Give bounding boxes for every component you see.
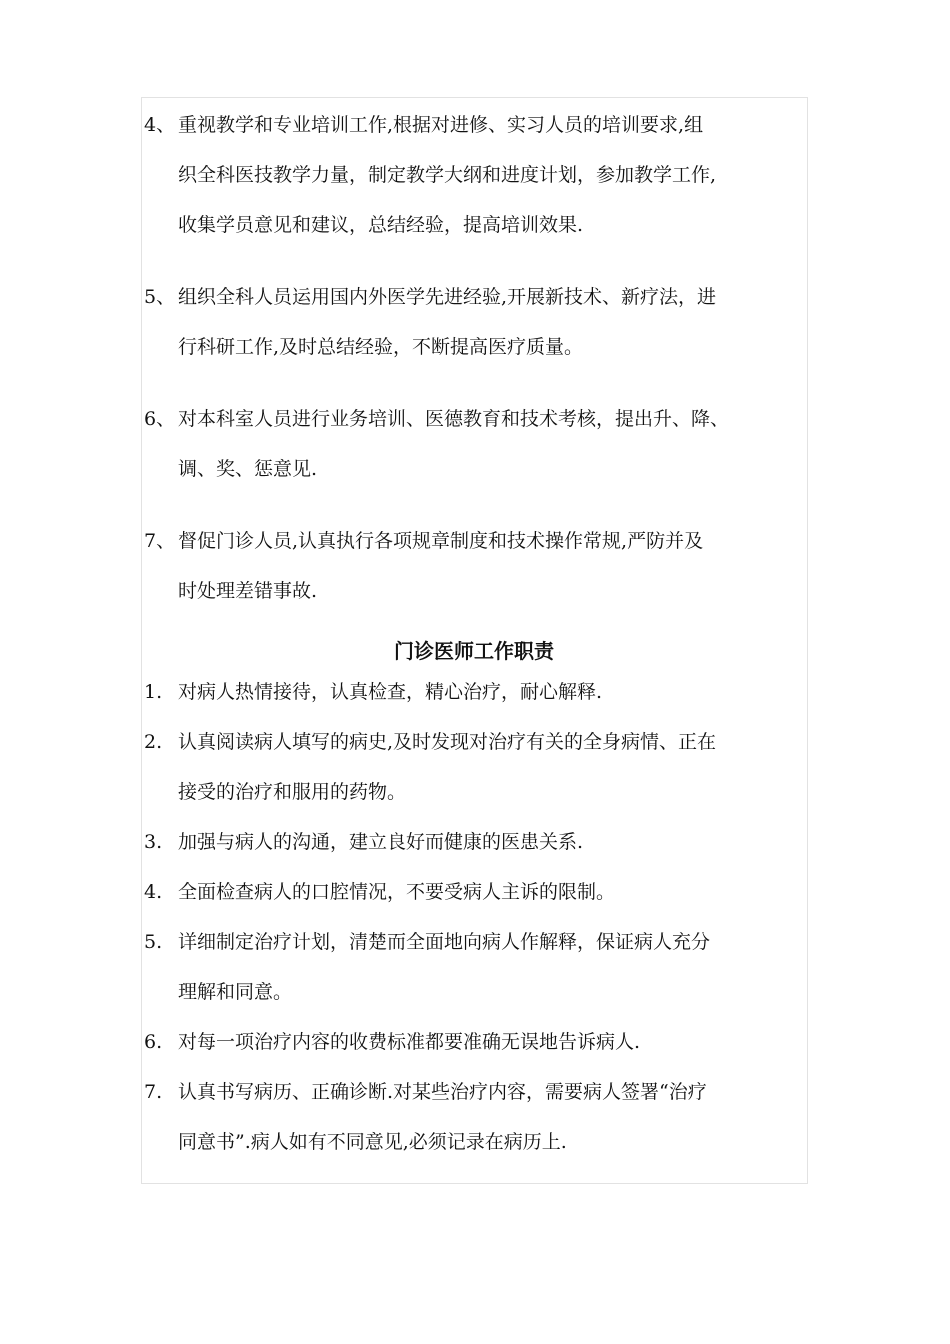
item-text: 重视教学和专业培训工作,根据对进修、实习人员的培训要求,组 织全科医技教学力量，制定教学大纲和进度计划，参加教学工作, 收集学员意见和建议，总结经验，提高培训效果. <box>178 114 717 236</box>
list-item <box>144 717 834 817</box>
item-number: 2. <box>144 731 163 753</box>
outpatient-physician-duties-list <box>144 667 834 1167</box>
list-item <box>144 100 834 250</box>
list-item <box>144 917 834 1017</box>
item-text: 认真书写病历、正确诊断.对某些治疗内容，需要病人签署“治疗 同意书”.病人如有不同意见,必须记录在病历上. <box>178 1081 707 1153</box>
item-text: 对本科室人员进行业务培训、医德教育和技术考核，提出升、降、 调、奖、惩意见. <box>178 408 730 480</box>
list-item <box>144 817 834 867</box>
item-number: 6. <box>144 1031 163 1053</box>
document-body <box>144 100 834 1167</box>
item-text: 督促门诊人员,认真执行各项规章制度和技术操作常规,严防并及 时处理差错事故. <box>178 530 704 602</box>
section-heading: 门诊医师工作职责 <box>394 639 554 663</box>
item-text: 对每一项治疗内容的收费标准都要准确无误地告诉病人. <box>178 1031 641 1053</box>
item-number: 6、 <box>144 408 176 430</box>
item-number: 4、 <box>144 114 176 136</box>
item-text: 详细制定治疗计划，清楚而全面地向病人作解释，保证病人充分 理解和同意。 <box>178 931 711 1003</box>
item-text: 全面检查病人的口腔情况，不要受病人主诉的限制。 <box>178 881 616 903</box>
list-item <box>144 394 834 494</box>
item-text: 对病人热情接待，认真检查，精心治疗，耐心解释. <box>178 681 603 703</box>
item-number: 1. <box>144 681 163 703</box>
item-number: 7、 <box>144 530 176 552</box>
list-item <box>144 867 834 917</box>
list-item <box>144 516 834 616</box>
item-text: 认真阅读病人填写的病史,及时发现对治疗有关的全身病情、正在 接受的治疗和服用的药物。 <box>178 731 717 803</box>
list-item <box>144 1017 834 1067</box>
list-item <box>144 1067 834 1167</box>
item-text: 加强与病人的沟通，建立良好而健康的医患关系. <box>178 831 584 853</box>
item-number: 3. <box>144 831 163 853</box>
list-item <box>144 272 834 372</box>
item-number: 7. <box>144 1081 163 1103</box>
item-number: 5. <box>144 931 163 953</box>
item-number: 4. <box>144 881 163 903</box>
item-text: 组织全科人员运用国内外医学先进经验,开展新技术、新疗法，进 行科研工作,及时总结经验，不断提高医疗质量。 <box>178 286 717 358</box>
duties-list-continued <box>144 100 834 616</box>
list-item <box>144 667 834 717</box>
item-number: 5、 <box>144 286 176 308</box>
